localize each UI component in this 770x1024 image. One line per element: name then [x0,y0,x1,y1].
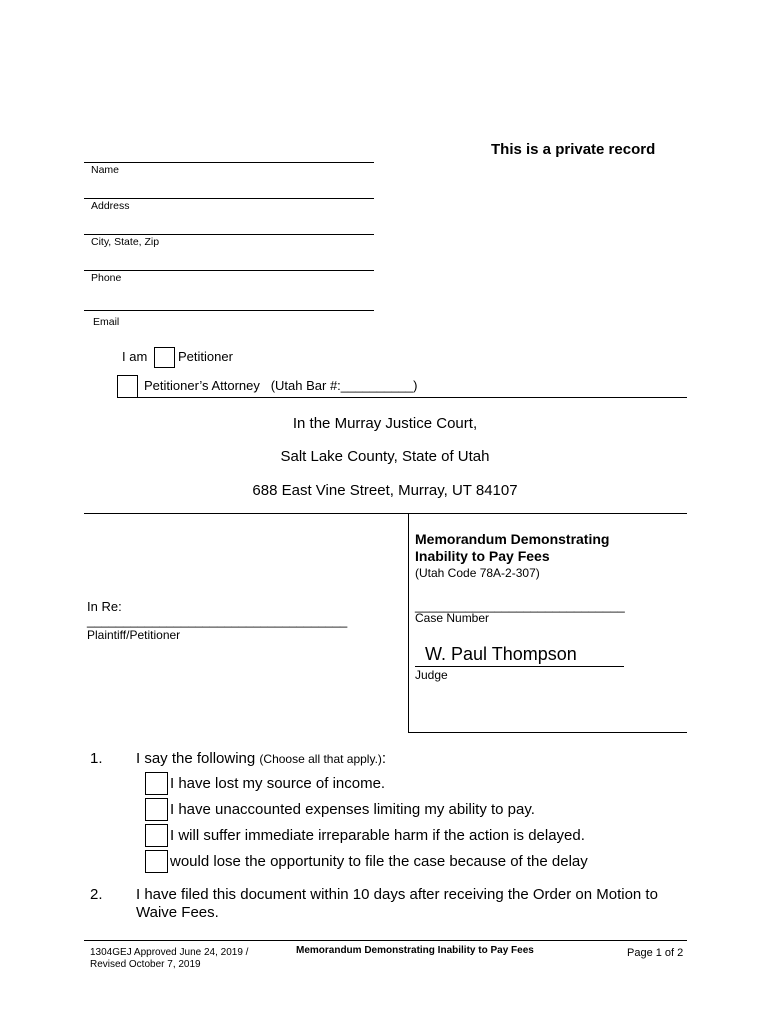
case-number-blank[interactable]: _____________________________ [415,598,625,613]
option-irreparable-harm-checkbox[interactable] [145,824,168,847]
petitioner-checkbox[interactable] [154,347,175,368]
option-lose-opportunity-label: would lose the opportunity to file the case because of the delay [170,853,588,870]
caption-top-border [84,513,687,514]
i-am-label: I am [122,349,148,364]
option-lost-income-checkbox[interactable] [145,772,168,795]
section-1-intro-note: (Choose all that apply.) [259,752,382,766]
name-label: Name [91,164,120,176]
attorney-checkbox[interactable] [117,375,138,398]
city-state-zip-line[interactable] [84,234,374,235]
judge-label: Judge [415,668,448,682]
address-label: Address [91,200,130,212]
caption-divider [408,513,409,733]
petitioner-label: Petitioner [178,349,233,364]
option-lose-opportunity-checkbox[interactable] [145,850,168,873]
judge-name[interactable]: W. Paul Thompson [425,644,577,664]
judge-line [415,666,624,667]
section-1-intro-colon: : [381,750,387,767]
case-number-label: Case Number [415,611,490,625]
footer-form-revised: Revised October 7, 2019 [90,959,201,970]
option-unaccounted-expenses-checkbox[interactable] [145,798,168,821]
court-name: In the Murray Justice Court, [292,415,478,432]
option-unaccounted-expenses-label: I have unaccounted expenses limiting my ability to pay. [170,801,535,818]
name-line[interactable] [84,162,374,163]
section-2-line-2: Waive Fees. [136,904,219,921]
in-re-blank[interactable]: ____________________________________ [87,613,348,628]
caption-bottom-border [408,732,687,733]
header-divider [138,397,687,398]
memo-code: (Utah Code 78A-2-307) [415,566,540,580]
email-label: Email [93,316,120,328]
address-line[interactable] [84,198,374,199]
footer-divider [84,940,687,941]
phone-label: Phone [91,272,122,284]
footer-title: Memorandum Demonstrating Inability to Pay Fees [296,945,534,956]
section-1-intro [136,750,386,767]
plaintiff-label: Plaintiff/Petitioner [87,628,181,642]
private-record-notice: This is a private record [491,141,656,158]
memo-title: Memorandum Demonstrating Inability to Pay Fees [415,531,610,564]
court-county: Salt Lake County, State of Utah [280,448,490,465]
in-re-label: In Re: [87,599,122,614]
phone-line[interactable] [84,270,374,271]
city-state-zip-label: City, State, Zip [91,236,160,248]
court-address: 688 East Vine Street, Murray, UT 84107 [252,482,518,499]
attorney-label: Petitioner’s Attorney (Utah Bar #:__________) [144,378,418,393]
option-irreparable-harm-label: I will suffer immediate irreparable harm if the action is delayed. [170,827,585,844]
email-line[interactable] [84,310,374,311]
section-1-number: 1. [90,750,103,767]
section-2-line-1: I have filed this document within 10 days after receiving the Order on Motion to [136,886,658,903]
option-lost-income-label: I have lost my source of income. [170,775,386,792]
footer-page-number: Page 1 of 2 [627,947,684,959]
section-2-number: 2. [90,886,103,903]
footer-form-approved: 1304GEJ Approved June 24, 2019 / [90,947,249,958]
section-1-intro-text: I say the following [136,750,260,767]
